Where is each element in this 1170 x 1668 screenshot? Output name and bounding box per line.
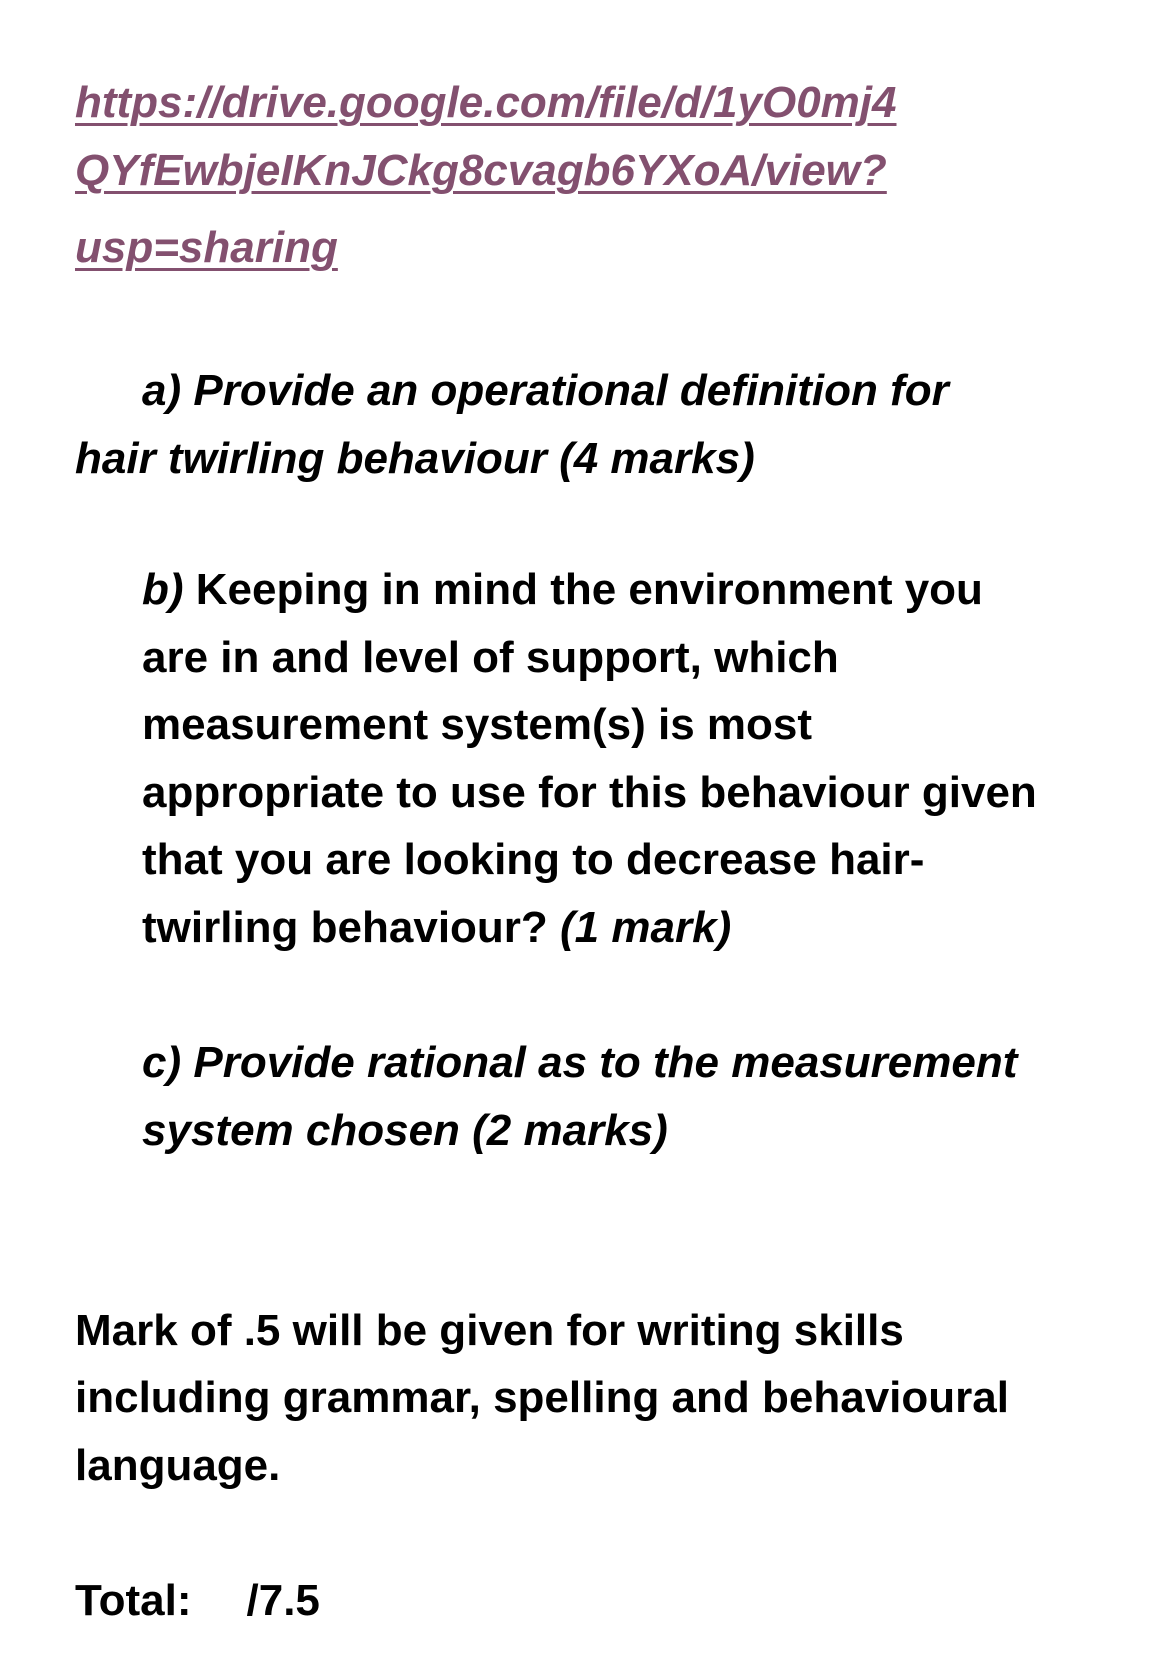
question-a-line-1: a) Provide an operational definition for — [142, 366, 949, 415]
marking-note-line-1: Mark of .5 will be given for writing skills — [75, 1306, 904, 1355]
question-c-line-2: system chosen (2 marks) — [142, 1106, 668, 1155]
question-a-line-2: hair twirling behaviour (4 marks) — [75, 434, 755, 483]
total-value: /7.5 — [246, 1576, 320, 1625]
question-b-line-5: that you are looking to decrease hair- — [142, 835, 925, 884]
link-line-1[interactable]: https://drive.google.com/file/d/1yO0mj4 — [75, 78, 897, 127]
marking-note-line-2: including grammar, spelling and behavioural — [75, 1373, 1009, 1422]
total-label: Total: — [75, 1576, 192, 1625]
link-line-2[interactable]: QYfEwbjeIKnJCkg8cvagb6YXoA/view? — [75, 146, 887, 195]
question-b-line-3: measurement system(s) is most — [142, 700, 813, 749]
question-c-line-1: c) Provide rational as to the measurement — [142, 1038, 1018, 1087]
question-b-line-6 — [142, 895, 731, 961]
total-line — [75, 1568, 320, 1634]
marking-note-line-3: language. — [75, 1441, 281, 1490]
question-b-text-6: twirling behaviour? — [142, 903, 561, 952]
link-line-3[interactable]: usp=sharing — [75, 223, 338, 272]
question-b-line-1 — [142, 557, 983, 623]
question-b-line-4: appropriate to use for this behaviour given — [142, 768, 1037, 817]
question-b-line-2: are in and level of support, which — [142, 633, 839, 682]
question-b-text-1: Keeping in mind the environment you — [183, 565, 983, 614]
question-b-prefix: b) — [142, 565, 184, 614]
question-b-marks: (1 mark) — [560, 903, 732, 952]
